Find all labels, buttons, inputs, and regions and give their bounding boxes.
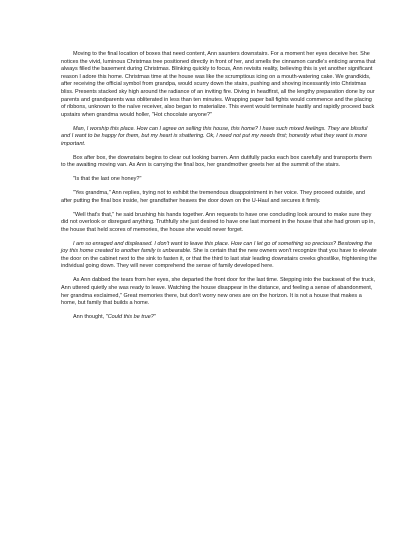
paragraph-1: Moving to the final location of boxes that need content, Ann saunters downstairs. For a moment her eyes deceive her. She notices the vivid, luminous Christmas tree positioned directly in front of her, and smells the cinnamon candle's enticing aroma that always filled the basement during Christmas. Blinking quickly to focus, Ann revisits reality, believing this is yet another significant reason I adore this home. Christmas time at the house was like the scrumptious icing on a mouth-watering cake. We grandkids, after receiving the official symbol from grandpa, would scurry down the stairs, pushing and shoving incessantly into Christmas bliss. Presents stacked sky high around the radiance of an inviting fire. Diving in headfirst, all the lengthy preparation done by our parents and grandparents was obliterated in less than ten minutes. Wrapping paper ball fights would commence and the placing of ribbons, unknown to the naïve receiver, also began to materialize. This event would terminate hastily and rapidly proceed back upstairs when grandma would holler, "Hot chocolate anyone?": [61, 51, 376, 118]
paragraph-7-thought: I am so enraged and displeased. I don't want to leave this place. How can I let go of something so precious? Bestowing the joy this home created to another family is unbearable.: [61, 240, 373, 255]
paragraph-9-lead: Ann thought, ": [73, 314, 108, 320]
paragraph-6: "Well that's that," he said brushing his hands together. Ann requests to have one concluding look around to make sure they did not overlook or disregard anything. Truthfully she just desired to have one last moment in the house that she had grown up in, the house that held scores of memories, the house she would never forget.: [61, 211, 375, 233]
paragraph-2-thought: Man, I worship this place. How can I agree on selling this house, this home? I have such mixed feelings. They are blissful and I want to be happy for them, but my heart is shattering. Ok, I need not put my needs first; honestly what they want is more important.: [61, 125, 368, 147]
paragraph-9-thought: Could this be true?: [107, 314, 154, 320]
document-page: [61, 51, 377, 328]
paragraph-9: [61, 314, 377, 322]
paragraph-5: "Yes grandma," Ann replies, trying not to exhibit the tremendous disappointment in her voice. They proceed outside, and after putting the final box inside, her grandfather heaves the door down on the U-Haul and secures it firmly.: [61, 190, 365, 204]
paragraph-7: [61, 241, 377, 271]
paragraph-3: Box after box, the downstairs begins to clear out looking barren. Ann dutifully packs each box carefully and transports them to the awaiting moving van. As Ann is carrying the final box, her grandmother greets her at the summit of the stairs.: [61, 154, 372, 169]
paragraph-7-narration: She is certain that the new owners won't recognize that you have to elevate the door on the cabinet next to the sink to fasten it, or that the third to last stair leading downstairs creeks ghostlike, frightening the individual going down. They will never comprehend the sense of family developed here.: [61, 248, 377, 270]
paragraph-8: As Ann dabbed the tears from her eyes, she departed the front door for the last time. Stepping into the backseat of the truck, Ann uttered quietly she was ready to leave. Watching the house disappear in the distance, and feeling a sense of abandonment, her grandma exclaimed," Great memories there, but don't worry new ones are on the horizon. It is not a house that makes a home, but family that builds a home.: [61, 277, 376, 307]
paragraph-9-close-quote: ": [153, 314, 156, 320]
paragraph-4-dialogue: "Is that the last one honey?": [73, 176, 142, 183]
